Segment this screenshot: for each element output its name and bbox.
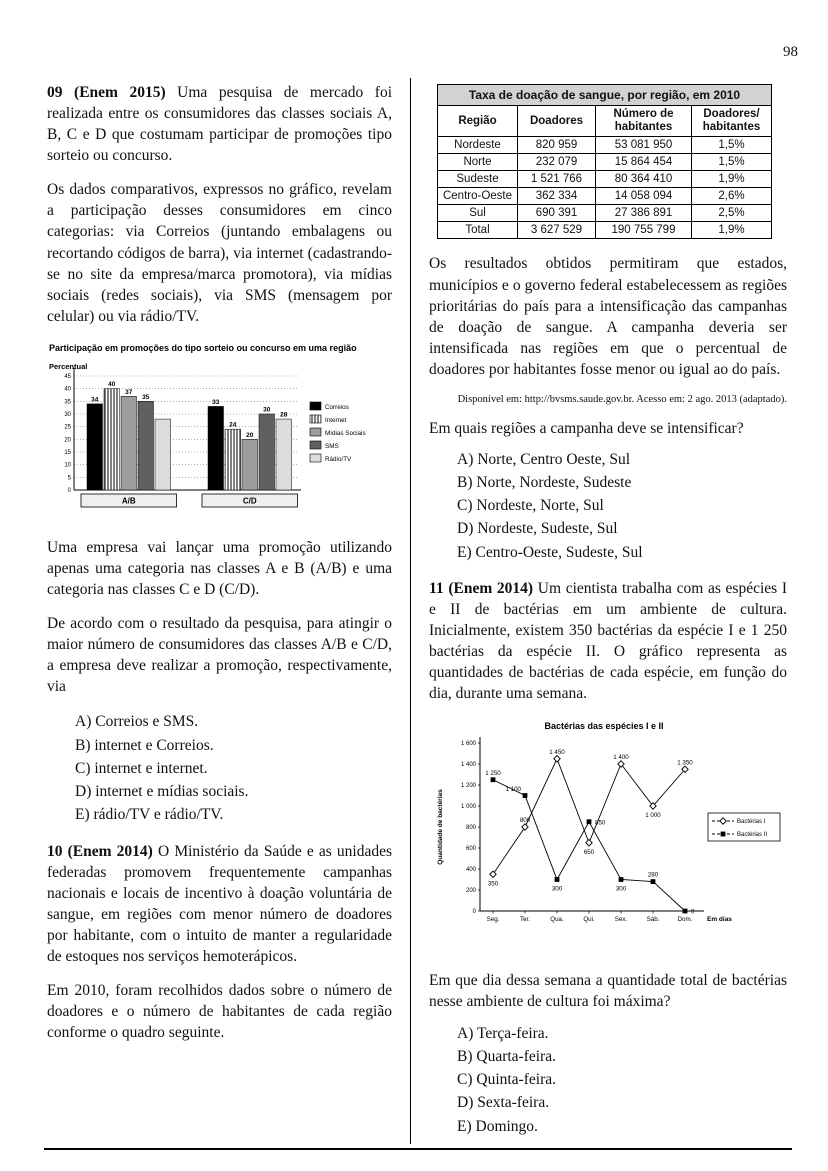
svg-text:37: 37 bbox=[125, 388, 133, 396]
svg-text:A/B: A/B bbox=[121, 496, 136, 506]
table-cell: 190 755 799 bbox=[596, 222, 692, 239]
svg-text:10: 10 bbox=[64, 462, 71, 469]
svg-text:40: 40 bbox=[108, 381, 116, 389]
svg-text:Bactérias I: Bactérias I bbox=[737, 819, 766, 826]
svg-text:34: 34 bbox=[91, 396, 99, 404]
svg-text:Participação em promoções do t: Participação em promoções do tipo sorteio ou concurso em uma região bbox=[49, 342, 357, 353]
svg-text:1 250: 1 250 bbox=[485, 770, 501, 778]
table-cell: 1,5% bbox=[692, 137, 772, 154]
table-cell: 232 079 bbox=[518, 154, 596, 171]
answer-option: E) Domingo. bbox=[457, 1117, 538, 1135]
q09-paragraph-1 bbox=[47, 82, 392, 166]
table-cell: 14 058 094 bbox=[596, 188, 692, 205]
table-cell: Total bbox=[438, 222, 518, 239]
answer-option: B) Quarta-feira. bbox=[457, 1047, 556, 1065]
answer-option: A) Correios e SMS. bbox=[75, 713, 199, 731]
svg-text:1 200: 1 200 bbox=[460, 783, 476, 790]
svg-text:1 600: 1 600 bbox=[460, 741, 476, 748]
table-row bbox=[438, 137, 772, 154]
table-cell: 1 521 766 bbox=[518, 171, 596, 188]
answer-option: E) Centro-Oeste, Sudeste, Sul bbox=[457, 543, 643, 561]
svg-text:Internet: Internet bbox=[325, 416, 347, 424]
promotions-bar-chart bbox=[47, 340, 392, 525]
answer-option: C) Quinta-feira. bbox=[457, 1071, 556, 1088]
table-cell: 362 334 bbox=[518, 188, 596, 205]
q11-p1-text: Um cientista trabalha com as espécies I e II de bactérias em um ambiente de cultura. Inicialmente, existem 350 bactérias da espécie I e 1 250 bactérias da espécie II. O gráfico representa as quantidades de bactérias de cada espécie, em função do dia, durante uma semana. bbox=[429, 579, 788, 703]
svg-text:1 400: 1 400 bbox=[613, 754, 629, 762]
svg-text:0: 0 bbox=[691, 908, 695, 916]
q10-paragraph-3: Os resultados obtidos permitiram que estados, municípios e o governo federal estabelecessem as regiões prioritárias do país para a intensificação das campanhas de doação de sangue. A campanha deveria ser intensificada nas regiões em que o percentual de doadores por habitantes fosse menor ou igual ao do país. bbox=[429, 255, 787, 378]
svg-text:1 000: 1 000 bbox=[645, 812, 661, 820]
answer-option: B) Norte, Nordeste, Sudeste bbox=[457, 473, 632, 491]
q11-paragraph-1 bbox=[429, 578, 787, 704]
svg-text:Bactérias II: Bactérias II bbox=[737, 832, 768, 839]
svg-text:20: 20 bbox=[246, 431, 254, 439]
svg-text:45: 45 bbox=[64, 373, 71, 380]
table-cell: 53 081 950 bbox=[596, 137, 692, 154]
svg-text:Rádio/TV: Rádio/TV bbox=[325, 455, 352, 463]
table-title-row bbox=[438, 85, 772, 106]
q09-paragraph-4: De acordo com o resultado da pesquisa, para atingir o maior número de consumidores das classes A/B e C/D, a empresa deve realizar a promoção, respectivamente, via bbox=[47, 615, 392, 696]
table-header-cell: Região bbox=[438, 106, 518, 137]
svg-text:Ter.: Ter. bbox=[520, 916, 530, 924]
svg-text:Percentual: Percentual bbox=[49, 361, 88, 371]
blood-donation-table bbox=[437, 84, 772, 239]
svg-text:0: 0 bbox=[472, 909, 476, 916]
q10-source-citation: Disponível em: http://bvsms.saude.gov.br. Acesso em: 2 ago. 2013 (adaptado). bbox=[457, 393, 787, 405]
svg-text:30: 30 bbox=[263, 406, 271, 414]
table-cell: 2,6% bbox=[692, 188, 772, 205]
table-cell: 3 627 529 bbox=[518, 222, 596, 239]
q10-question: Em quais regiões a campanha deve se intensificar? bbox=[429, 419, 744, 437]
bacteria-line-chart bbox=[429, 717, 787, 958]
svg-text:Sex.: Sex. bbox=[614, 916, 628, 924]
svg-text:1 100: 1 100 bbox=[505, 786, 521, 794]
table-row bbox=[438, 205, 772, 222]
q09-p1-text: Uma pesquisa de mercado foi realizada entre os consumidores das classes sociais A, B, C e D que costumam participar de promoções tipo sorteio ou concurso. bbox=[47, 84, 393, 165]
table-header-cell: Número de habitantes bbox=[596, 106, 692, 137]
svg-text:1 350: 1 350 bbox=[677, 759, 693, 767]
page-number: 98 bbox=[783, 44, 798, 60]
svg-text:Mídias Sociais: Mídias Sociais bbox=[325, 429, 366, 437]
svg-text:400: 400 bbox=[465, 867, 476, 874]
table-title: Taxa de doação de sangue, por região, em 2010 bbox=[438, 85, 772, 106]
table-header-cell: Doadores/ habitantes bbox=[692, 106, 772, 137]
svg-text:850: 850 bbox=[595, 819, 606, 827]
table-row bbox=[438, 171, 772, 188]
table-row bbox=[438, 188, 772, 205]
table-cell: 2,5% bbox=[692, 205, 772, 222]
q10-number: 10 (Enem 2014) bbox=[47, 842, 153, 860]
svg-text:5: 5 bbox=[67, 475, 71, 482]
answer-option: A) Norte, Centro Oeste, Sul bbox=[457, 450, 631, 468]
answer-option: C) internet e internet. bbox=[75, 759, 208, 777]
table-cell: 80 364 410 bbox=[596, 171, 692, 188]
q10-paragraph-1 bbox=[47, 841, 392, 967]
svg-text:600: 600 bbox=[465, 846, 476, 853]
table-cell: Centro-Oeste bbox=[438, 188, 518, 205]
svg-text:Qui.: Qui. bbox=[583, 916, 595, 924]
svg-text:1 000: 1 000 bbox=[460, 804, 476, 811]
svg-text:35: 35 bbox=[142, 393, 150, 401]
answer-option: D) Sexta-feira. bbox=[457, 1094, 550, 1112]
q09-options bbox=[47, 710, 392, 826]
q10-p1-text: O Ministério da Saúde e as unidades federadas promovem frequentemente campanhas nacionais e locais de incentivo à doação voluntária de sangue, em regiões com menor número de doadores por habitante, com o intuito de manter a regularidade de estoques nos serviços hemoterápicos. bbox=[47, 842, 392, 966]
svg-text:33: 33 bbox=[212, 398, 220, 406]
svg-text:800: 800 bbox=[519, 817, 531, 825]
svg-text:Quantidade de bactérias: Quantidade de bactérias bbox=[437, 789, 444, 866]
svg-text:Bactérias das espécies I e II: Bactérias das espécies I e II bbox=[544, 721, 664, 732]
svg-text:30: 30 bbox=[64, 411, 71, 418]
answer-option: D) Nordeste, Sudeste, Sul bbox=[457, 520, 618, 538]
svg-text:200: 200 bbox=[465, 888, 476, 895]
svg-text:280: 280 bbox=[647, 871, 659, 879]
svg-text:35: 35 bbox=[64, 399, 71, 406]
q09-number: 09 (Enem 2015) bbox=[47, 84, 166, 101]
table-row bbox=[438, 222, 772, 239]
answer-option: D) internet e mídias sociais. bbox=[75, 783, 249, 801]
table-row bbox=[438, 154, 772, 171]
table-cell: 820 959 bbox=[518, 137, 596, 154]
answer-option: E) rádio/TV e rádio/TV. bbox=[75, 806, 224, 824]
svg-text:28: 28 bbox=[280, 411, 288, 419]
svg-text:SMS: SMS bbox=[325, 442, 339, 450]
table-cell: 1,5% bbox=[692, 154, 772, 171]
table-header-row bbox=[438, 106, 772, 137]
column-divider bbox=[410, 78, 411, 1144]
svg-text:C/D: C/D bbox=[242, 496, 257, 506]
right-column bbox=[429, 82, 787, 1152]
svg-text:Dom.: Dom. bbox=[677, 916, 693, 924]
left-column bbox=[47, 82, 392, 1056]
svg-text:Correios: Correios bbox=[325, 403, 349, 411]
answer-option: A) Terça-feira. bbox=[457, 1024, 549, 1042]
table-cell: Sudeste bbox=[438, 171, 518, 188]
svg-text:0: 0 bbox=[67, 487, 71, 494]
svg-text:25: 25 bbox=[64, 424, 71, 431]
svg-text:24: 24 bbox=[229, 421, 237, 429]
q10-options bbox=[429, 448, 787, 564]
table-cell: 1,9% bbox=[692, 171, 772, 188]
table-header-cell: Doadores bbox=[518, 106, 596, 137]
table-cell: 690 391 bbox=[518, 205, 596, 222]
q09-paragraph-3: Uma empresa vai lançar uma promoção utilizando apenas uma categoria nas classes A e B (A/B) e uma categoria nas classes C e D (C/D). bbox=[47, 538, 392, 599]
svg-text:300: 300 bbox=[551, 885, 563, 893]
q09-paragraph-2: Os dados comparativos, expressos no gráfico, revelam a participação desses consumidores em cinco categorias: via Correios (juntando embalagens ou recortando códigos de barra), via internet (cadastrando-se no site da empresa/marca promotora), via mídias sociais (redes sociais), via SMS (mensagem por celular) ou via rádio/TV. bbox=[47, 181, 392, 325]
svg-text:350: 350 bbox=[487, 880, 499, 888]
table-cell: 27 386 891 bbox=[596, 205, 692, 222]
svg-text:Seg.: Seg. bbox=[486, 916, 500, 924]
q11-question: Em que dia dessa semana a quantidade total de bactérias nesse ambiente de cultura foi máxima? bbox=[429, 972, 787, 1011]
svg-text:300: 300 bbox=[615, 885, 627, 893]
q11-options bbox=[429, 1022, 787, 1138]
svg-text:Em dias: Em dias bbox=[707, 916, 732, 924]
answer-option: B) internet e Correios. bbox=[75, 736, 214, 754]
svg-text:20: 20 bbox=[64, 437, 71, 444]
table-cell: Nordeste bbox=[438, 137, 518, 154]
svg-text:15: 15 bbox=[64, 449, 71, 456]
svg-text:650: 650 bbox=[583, 849, 595, 857]
svg-text:1 400: 1 400 bbox=[460, 762, 476, 769]
svg-text:Qua.: Qua. bbox=[550, 916, 564, 924]
svg-text:1 450: 1 450 bbox=[549, 749, 565, 757]
answer-option: C) Nordeste, Norte, Sul bbox=[457, 497, 604, 515]
table-cell: Sul bbox=[438, 205, 518, 222]
table-cell: 15 864 454 bbox=[596, 154, 692, 171]
q11-number: 11 (Enem 2014) bbox=[429, 579, 534, 597]
q10-paragraph-2: Em 2010, foram recolhidos dados sobre o número de doadores e o número de habitantes de cada região conforme o quadro seguinte. bbox=[47, 982, 392, 1042]
table-cell: 1,9% bbox=[692, 222, 772, 239]
svg-text:40: 40 bbox=[64, 386, 71, 393]
svg-text:Sáb.: Sáb. bbox=[646, 916, 660, 924]
table-cell: Norte bbox=[438, 154, 518, 171]
svg-text:800: 800 bbox=[465, 825, 476, 832]
